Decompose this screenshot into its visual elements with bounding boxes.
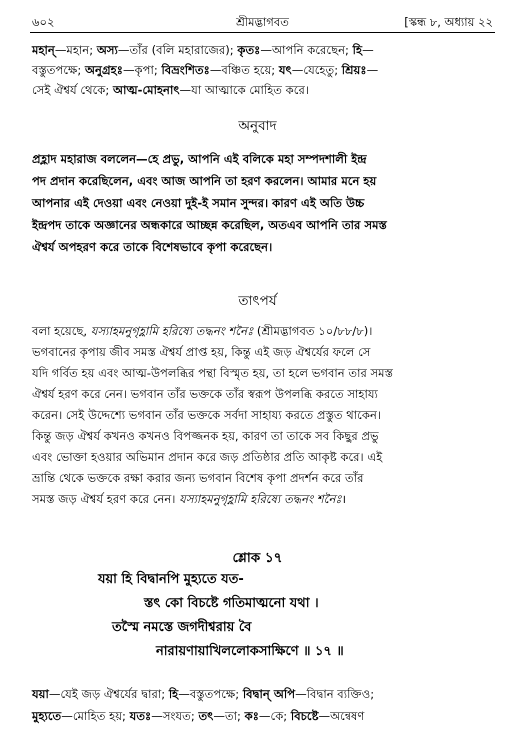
quoted-verse: যস্যাহমনুগৃহ্ণামি হরিষ্যে তদ্ধনং শনৈঃ bbox=[90, 324, 254, 338]
quoted-verse: যস্যাহমনুগৃহ্ণামি হরিষ্যে তদ্ধনং শনৈঃ bbox=[179, 492, 342, 506]
purport-line bbox=[32, 489, 486, 510]
translation-line: আপনার এই দেওয়া এবং নেওয়া দুই-ই সমান সুন্দর। কারণ এই অতি উচ্চ bbox=[32, 196, 365, 210]
term-word: তৎ bbox=[198, 709, 214, 723]
translation-line: ঐশ্বর্য অপহরণ করে তাকে বিশেষভাবে কৃপা করেছেন। bbox=[32, 240, 273, 254]
purport-line: এবং ভোক্তা হওয়ার অভিমান প্রদান করে জড় প্রতিষ্ঠার প্রতি আকৃষ্ট করে। এই bbox=[32, 450, 383, 464]
translation-text bbox=[32, 148, 486, 258]
text-run: বলা হয়েছে, bbox=[32, 324, 91, 338]
text-run: —আপনি করেছেন; bbox=[260, 43, 353, 57]
text-run: —কে; bbox=[258, 709, 291, 723]
term-word: যতঃ bbox=[129, 709, 152, 723]
synonyms-bottom bbox=[32, 683, 486, 727]
synonym-line bbox=[32, 40, 486, 60]
book-title: শ্রীমদ্ভাগবত bbox=[236, 15, 289, 29]
text-run: —যা আত্মাকে মোহিত করে। bbox=[179, 83, 309, 97]
text-run: —কৃপা; bbox=[122, 63, 162, 77]
purport-line: যদি গর্বিত হয় এবং আত্ম-উপলব্ধির পন্থা বিস্মৃত হয়, তা হলে ভগবান তার সমস্ত bbox=[32, 366, 393, 380]
synonym-line bbox=[32, 705, 486, 727]
purport-line bbox=[32, 321, 486, 342]
purport-line: ঐশ্বর্য হরণ করে নেন। ভগবান তাঁর ভক্তকে তাঁর স্বরূপ উপলব্ধি করতে সাহায্য bbox=[32, 387, 378, 401]
text-run: সেই ঐশ্বর্য থেকে; bbox=[32, 83, 113, 97]
synonym-line bbox=[32, 60, 486, 80]
term-word: কঃ bbox=[244, 709, 259, 723]
purport-text bbox=[32, 321, 486, 510]
term-word: বিভ্রংশিতঃ bbox=[161, 63, 210, 77]
term-word: মহান্ bbox=[32, 43, 55, 57]
translation-heading: অনুবাদ bbox=[238, 118, 277, 134]
term-word: মুহ্যতে bbox=[32, 709, 62, 723]
text-run: —বিদ্বান ব্যক্তিও; bbox=[295, 687, 375, 701]
text-run: সমস্ত জড় ঐশ্বর্য হরণ করে নেন। bbox=[32, 492, 180, 506]
chapter-reference: [স্কন্ধ ৮, অধ্যায় ২২ bbox=[404, 15, 493, 29]
text-run: (শ্রীমদ্ভাগবত ১০/৮৮/৮)। bbox=[253, 324, 373, 338]
term-word: যয়া bbox=[32, 687, 49, 701]
term-word: বিদ্বান্ অপি bbox=[242, 687, 296, 701]
text-run: । bbox=[341, 492, 347, 506]
header-divider bbox=[30, 32, 495, 33]
text-run: —সংযত; bbox=[151, 709, 199, 723]
term-word: শ্রিয়ঃ bbox=[341, 63, 367, 77]
purport-line: কিন্তু জড় ঐশ্বর্য কখনও কখনও বিপজ্জনক হয়, কারণ তা তাকে সব কিছুর প্রভু bbox=[32, 429, 379, 443]
purport-line: ভগবানের কৃপায় জীব সমস্ত ঐশ্বর্য প্রাপ্ত হয়, কিন্তু এই জড় ঐশ্বর্যের ফলে সে bbox=[32, 345, 371, 359]
verse-line: তস্মৈ নমস্তে জগদীশ্বরায় বৈ bbox=[112, 620, 252, 635]
page-header bbox=[32, 14, 493, 32]
purport-line: ভ্রান্তি থেকে ভক্তকে রক্ষা করার জন্য ভগবান বিশেষ কৃপা প্রদর্শন করে তাঁর bbox=[32, 471, 364, 485]
verse-line: নারায়ণায়াখিললোকসাক্ষিণে ॥ ১৭ ॥ bbox=[156, 644, 344, 659]
term-word: যৎ bbox=[278, 63, 292, 77]
text-run: —মোহিত হয়; bbox=[61, 709, 130, 723]
term-word: বিচষ্টে bbox=[290, 709, 319, 723]
translation-line: ইন্দ্রপদ তাকে অজ্ঞানের অন্ধকারে আচ্ছন্ন করেছিল, অতএব আপনি তার সমস্ত bbox=[32, 218, 387, 232]
verse-heading: শ্লোক ১৭ bbox=[232, 550, 283, 566]
text-run: —তাঁর (বলি মহারাজের); bbox=[117, 43, 238, 57]
verse-line: যয়া হি বিদ্বানপি মুহ্যতে যত- bbox=[98, 572, 244, 587]
term-word: হি bbox=[168, 687, 179, 701]
synonym-line bbox=[32, 683, 486, 705]
text-run: —বস্তুতপক্ষে; bbox=[178, 687, 243, 701]
text-run: —যেহেতু; bbox=[291, 63, 342, 77]
text-run: বস্তুতপক্ষে; bbox=[32, 63, 86, 77]
text-run: — bbox=[366, 63, 379, 77]
term-word: অনুগ্রহঃ bbox=[85, 63, 123, 77]
synonym-line bbox=[32, 80, 486, 100]
synonyms-top bbox=[32, 40, 486, 100]
term-word: আত্ম-মোহনাৎ bbox=[112, 83, 180, 97]
text-run: —বঞ্চিত হয়ে; bbox=[209, 63, 279, 77]
sanskrit-verse bbox=[30, 570, 490, 666]
translation-line: পদ প্রদান করেছিলেন, এবং আজ আপনি তা হরণ করলেন। আমার মনে হয় bbox=[32, 174, 377, 188]
page-number: ৬০২ bbox=[32, 15, 55, 29]
purport-heading: তাৎপর্য bbox=[238, 293, 277, 309]
term-word: কৃতঃ bbox=[237, 43, 261, 57]
term-word: হি bbox=[352, 43, 363, 57]
translation-line: প্রহ্লাদ মহারাজ বললেন—হে প্রভু, আপনি এই বলিকে মহা সম্পদশালী ইন্দ্র bbox=[32, 152, 367, 166]
verse-line: স্তৎ কো বিচষ্টে গতিমাত্মনো যথা । bbox=[144, 596, 319, 611]
term-word: অস্য bbox=[96, 43, 118, 57]
purport-line: করেন। সেই উদ্দেশ্যে ভগবান তাঁর ভক্তকে সর্বদা সাহায্য করতে প্রস্তুত থাকেন। bbox=[32, 408, 382, 422]
text-run: —যেই জড় ঐশ্বর্যের দ্বারা; bbox=[48, 687, 169, 701]
text-run: — bbox=[362, 43, 374, 57]
text-run: —তা; bbox=[213, 709, 245, 723]
text-run: —অন্বেষণ bbox=[318, 709, 365, 723]
text-run: —মহান; bbox=[54, 43, 97, 57]
